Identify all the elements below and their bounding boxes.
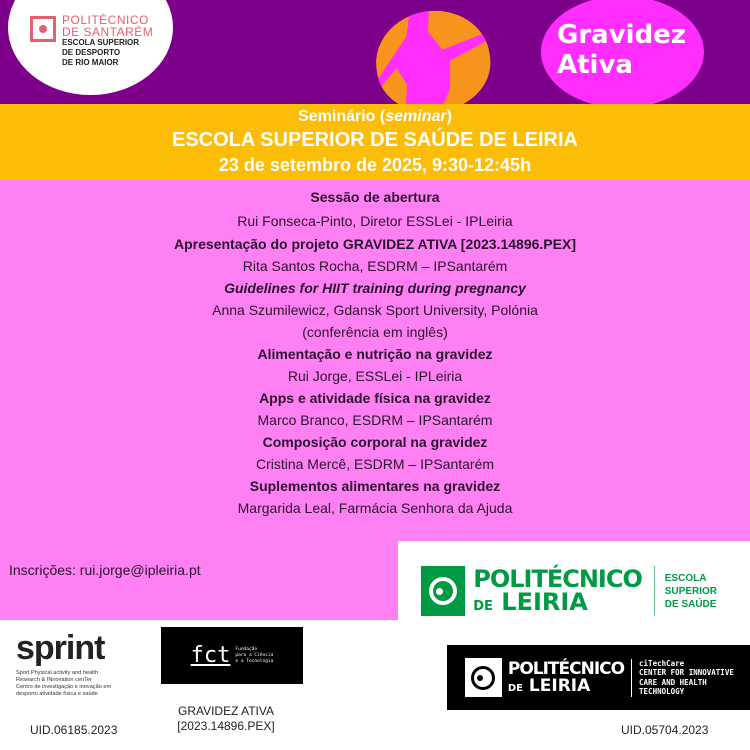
- project-caption: [166, 704, 286, 734]
- citechcare-uid: UID.05704.2023: [621, 723, 709, 737]
- citechcare-logo: [447, 645, 750, 710]
- ipl-eye-icon: [421, 566, 465, 616]
- session-title: Suplementos alimentares na gravidez: [249, 478, 501, 494]
- ips-sub-1: ESCOLA SUPERIOR: [62, 38, 140, 47]
- sprint-desc-4: desporto atividade física e saúde: [16, 691, 98, 697]
- registration-email[interactable]: Inscrições: rui.jorge@ipleiria.pt: [9, 562, 201, 578]
- project-caption-1: GRAVIDEZ ATIVA: [177, 704, 275, 718]
- ips-sub-2: DE DESPORTO: [62, 48, 121, 57]
- ipl-line2: DE LEIRIA: [473, 588, 588, 616]
- ips-line1: POLITÉCNICO: [62, 13, 149, 27]
- brand-title-line2: Ativa: [557, 50, 633, 80]
- citech-sub-3: CARE AND HEALTH TECHNOLOGY: [639, 677, 707, 696]
- pregnant-silhouette-icon: [370, 4, 497, 104]
- session-speaker: Rita Santos Rocha, ESDRM – IPSantarém: [242, 258, 508, 274]
- fct-logo: [161, 627, 303, 684]
- event-band: [0, 104, 750, 180]
- session-title: Guidelines for HIIT training during pregnancy: [224, 280, 526, 296]
- fct-desc-1: Fundação: [235, 646, 258, 652]
- politecnico-leiria-ess-logo: [421, 566, 750, 616]
- session-note: (conferência em inglês): [302, 324, 448, 340]
- event-datetime: 23 de setembro de 2025, 9:30-12:45h: [218, 155, 532, 175]
- sprint-uid: UID.06185.2023: [30, 723, 118, 737]
- session-title: Apps e atividade física na gravidez: [259, 390, 491, 406]
- header-banner: [0, 0, 750, 104]
- project-caption-2: [2023.14896.PEX]: [177, 719, 275, 733]
- divider: [654, 566, 655, 616]
- citech-sub-1: ciTechCare: [639, 658, 685, 668]
- sprint-desc-2: Research & INnovation cenTer: [16, 677, 92, 683]
- citech-ipl-line1: POLITÉCNICO: [507, 659, 625, 680]
- sprint-desc-3: Centro de investigação e inovação em: [16, 684, 112, 690]
- fct-desc-2: para a Ciência: [235, 652, 274, 658]
- brand-title-line1: Gravidez: [557, 20, 686, 50]
- ips-sub-3: DE RIO MAIOR: [62, 58, 119, 67]
- session-title: Sessão de abertura: [310, 189, 440, 205]
- sprint-logo: [16, 630, 111, 698]
- politecnico-santarem-logo: [30, 14, 153, 68]
- ess-sub-1: ESCOLA SUPERIOR: [664, 572, 717, 597]
- session-speaker: Margarida Leal, Farmácia Senhora da Ajuda: [237, 500, 513, 516]
- citech-ipl-line2: DE LEIRIA: [507, 675, 591, 696]
- registration-background: [0, 541, 398, 620]
- ips-mark-icon: [30, 16, 56, 42]
- ipl-line1: POLITÉCNICO: [473, 565, 642, 594]
- fct-desc-3: e a Tecnologia: [235, 658, 274, 664]
- citech-sub-2: CENTER FOR INNOVATIVE: [639, 668, 734, 677]
- session-title: Composição corporal na gravidez: [262, 434, 488, 450]
- session-speaker: Marco Branco, ESDRM – IPSantarém: [257, 412, 493, 428]
- session-title: Alimentação e nutrição na gravidez: [257, 346, 493, 362]
- program-list: [0, 186, 750, 519]
- session-speaker: Cristina Mercê, ESDRM – IPSantarém: [255, 456, 495, 472]
- fct-wordmark: fct: [190, 643, 231, 668]
- ipl-eye-icon: [465, 658, 502, 697]
- session-speaker: Rui Jorge, ESSLei - IPLeiria: [287, 368, 463, 384]
- divider: [631, 659, 632, 697]
- sprint-desc-1: Sport Physical activity and health: [16, 670, 99, 676]
- ips-line2: DE SANTARÉM: [62, 25, 154, 39]
- seminar-label: Seminário (seminar): [298, 108, 452, 125]
- brand-title: [557, 20, 686, 80]
- ess-sub-2: DE SAÚDE: [664, 598, 717, 610]
- session-speaker: Rui Fonseca-Pinto, Diretor ESSLei - IPLeiria: [237, 213, 513, 229]
- session-speaker: Anna Szumilewicz, Gdansk Sport University, Polónia: [212, 302, 538, 318]
- sprint-wordmark: sprint: [16, 629, 105, 667]
- session-title: Apresentação do projeto GRAVIDEZ ATIVA [2023.14896.PEX]: [174, 236, 576, 252]
- venue: ESCOLA SUPERIOR DE SAÚDE DE LEIRIA: [172, 129, 578, 151]
